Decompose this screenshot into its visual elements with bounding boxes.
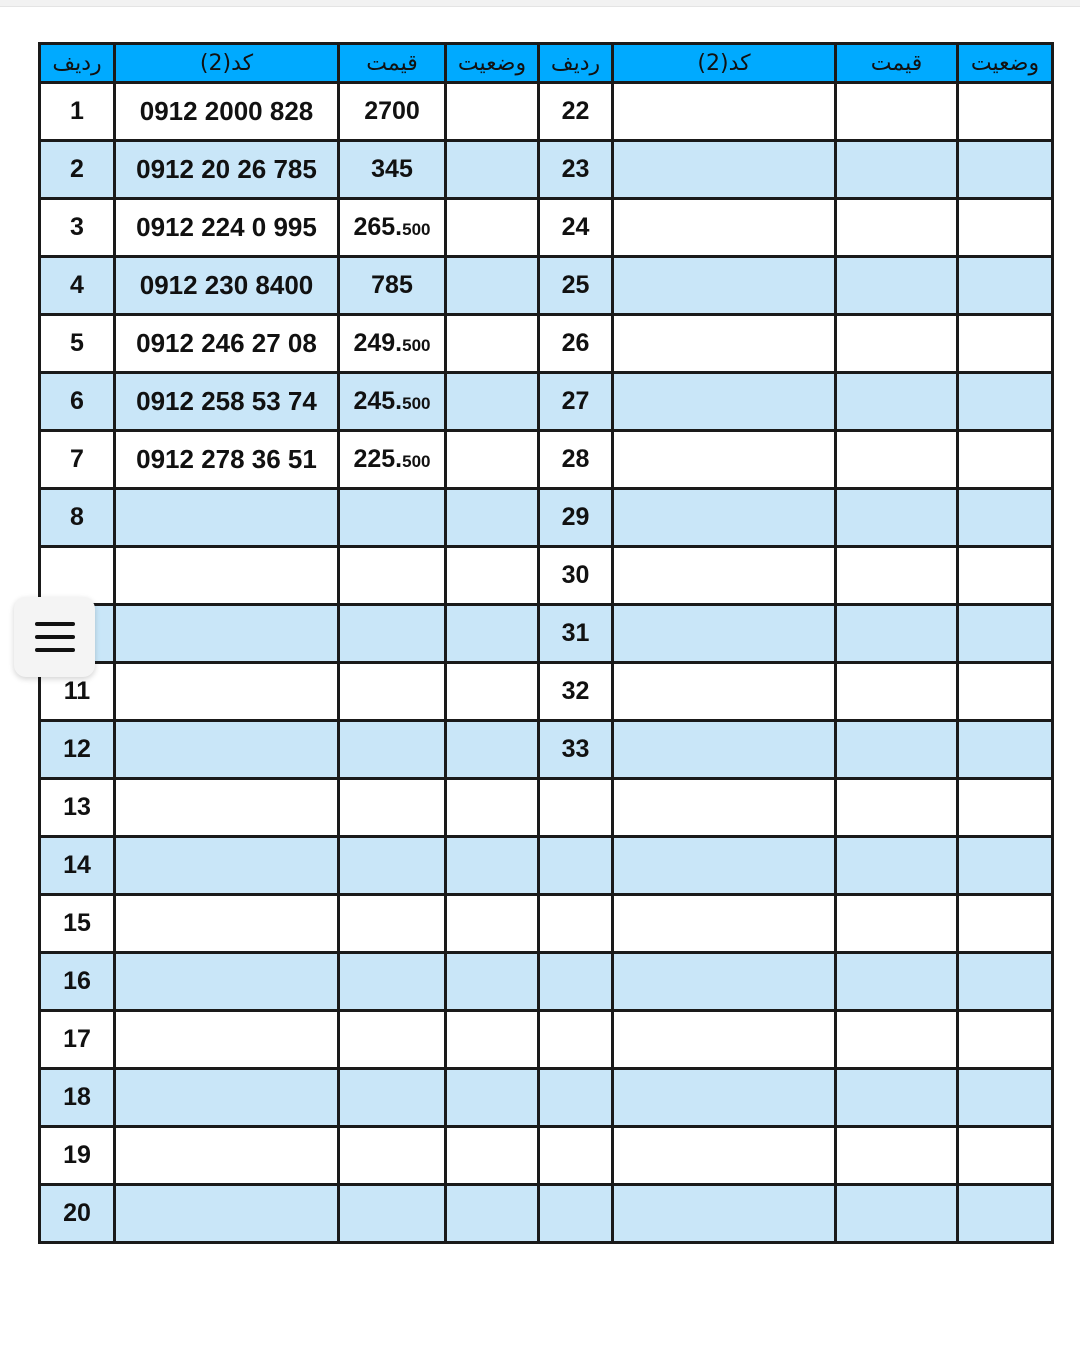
row-number: 30 xyxy=(539,547,613,605)
price xyxy=(836,431,958,489)
status xyxy=(958,431,1053,489)
table-row xyxy=(40,489,1053,547)
status xyxy=(446,1185,539,1243)
status xyxy=(958,605,1053,663)
row-number: 12 xyxy=(40,721,115,779)
status xyxy=(446,141,539,199)
status xyxy=(446,663,539,721)
status xyxy=(446,1069,539,1127)
table-row xyxy=(40,199,1053,257)
phone-code xyxy=(613,199,836,257)
price-list-table xyxy=(38,42,1054,1244)
row-number: 31 xyxy=(539,605,613,663)
row-number: 13 xyxy=(40,779,115,837)
row-number: 26 xyxy=(539,315,613,373)
phone-code xyxy=(115,1069,339,1127)
header-status-right: وضعيت xyxy=(958,44,1053,83)
phone-code: 0912 278 36 51 xyxy=(115,431,339,489)
row-number: 3 xyxy=(40,199,115,257)
row-number: 17 xyxy=(40,1011,115,1069)
price-integer: 245. xyxy=(353,387,403,415)
table-row xyxy=(40,1127,1053,1185)
phone-code xyxy=(115,779,339,837)
status xyxy=(446,605,539,663)
phone-code: 0912 224 0 995 xyxy=(115,199,339,257)
price xyxy=(836,895,958,953)
status xyxy=(958,547,1053,605)
table-row xyxy=(40,895,1053,953)
status xyxy=(958,953,1053,1011)
row-number: 7 xyxy=(40,431,115,489)
price xyxy=(836,315,958,373)
status xyxy=(958,779,1053,837)
price xyxy=(339,315,446,373)
row-number xyxy=(539,1185,613,1243)
price xyxy=(339,1185,446,1243)
price xyxy=(836,953,958,1011)
row-number: 6 xyxy=(40,373,115,431)
status xyxy=(446,1011,539,1069)
phone-code: 0912 258 53 74 xyxy=(115,373,339,431)
price xyxy=(339,1069,446,1127)
phone-code xyxy=(613,721,836,779)
price-decimal: 500 xyxy=(402,220,431,239)
status xyxy=(958,199,1053,257)
phone-code xyxy=(613,1127,836,1185)
status xyxy=(446,489,539,547)
price xyxy=(339,779,446,837)
row-number: 22 xyxy=(539,83,613,141)
status xyxy=(958,1127,1053,1185)
status xyxy=(446,895,539,953)
price xyxy=(339,489,446,547)
phone-code xyxy=(613,83,836,141)
price xyxy=(836,547,958,605)
table-row xyxy=(40,837,1053,895)
phone-code xyxy=(613,315,836,373)
status xyxy=(446,721,539,779)
price xyxy=(339,199,446,257)
row-number xyxy=(539,837,613,895)
price xyxy=(836,1127,958,1185)
price xyxy=(836,837,958,895)
table-row xyxy=(40,141,1053,199)
table-row xyxy=(40,1011,1053,1069)
phone-code xyxy=(115,953,339,1011)
phone-code xyxy=(613,547,836,605)
price-integer: 249. xyxy=(353,329,403,357)
row-number: 8 xyxy=(40,489,115,547)
price xyxy=(836,663,958,721)
phone-code xyxy=(613,953,836,1011)
price xyxy=(836,721,958,779)
price xyxy=(339,141,446,199)
row-number: 14 xyxy=(40,837,115,895)
header-row xyxy=(40,44,1053,83)
row-number xyxy=(539,779,613,837)
status xyxy=(958,895,1053,953)
price xyxy=(836,373,958,431)
row-number: 33 xyxy=(539,721,613,779)
table-row xyxy=(40,953,1053,1011)
price xyxy=(339,1127,446,1185)
price xyxy=(339,1011,446,1069)
row-number: 27 xyxy=(539,373,613,431)
row-number: 24 xyxy=(539,199,613,257)
phone-code xyxy=(613,605,836,663)
row-number: 15 xyxy=(40,895,115,953)
table-row xyxy=(40,83,1053,141)
header-price-left: قيمت xyxy=(339,44,446,83)
price-integer: 225. xyxy=(353,445,403,473)
status xyxy=(958,1185,1053,1243)
row-number xyxy=(539,953,613,1011)
price xyxy=(339,953,446,1011)
status xyxy=(446,431,539,489)
table-row xyxy=(40,721,1053,779)
phone-code xyxy=(613,489,836,547)
header-row-number-right: رديف xyxy=(539,44,613,83)
price xyxy=(339,373,446,431)
price xyxy=(836,83,958,141)
row-number: 25 xyxy=(539,257,613,315)
status xyxy=(958,663,1053,721)
row-number xyxy=(539,1069,613,1127)
table-row xyxy=(40,257,1053,315)
table-row xyxy=(40,547,1053,605)
price-integer: 785 xyxy=(371,271,413,299)
price xyxy=(836,141,958,199)
price xyxy=(836,199,958,257)
row-number: 19 xyxy=(40,1127,115,1185)
price-integer: 2700 xyxy=(364,97,420,125)
price xyxy=(836,1069,958,1127)
row-number: 5 xyxy=(40,315,115,373)
phone-code xyxy=(115,1011,339,1069)
phone-code xyxy=(115,721,339,779)
hamburger-menu-icon xyxy=(35,617,75,657)
status xyxy=(446,779,539,837)
header-code-right: كد(2) xyxy=(613,44,836,83)
price-integer: 345 xyxy=(371,155,413,183)
status xyxy=(446,83,539,141)
phone-code xyxy=(613,1185,836,1243)
price xyxy=(836,779,958,837)
price xyxy=(339,605,446,663)
phone-code xyxy=(613,431,836,489)
table-row xyxy=(40,663,1053,721)
table-body xyxy=(40,83,1053,1243)
price xyxy=(339,547,446,605)
phone-code xyxy=(613,1069,836,1127)
price xyxy=(339,895,446,953)
status xyxy=(958,373,1053,431)
row-number: 16 xyxy=(40,953,115,1011)
phone-code: 0912 246 27 08 xyxy=(115,315,339,373)
row-number: 28 xyxy=(539,431,613,489)
table-row xyxy=(40,779,1053,837)
table-row xyxy=(40,373,1053,431)
status xyxy=(958,837,1053,895)
phone-code xyxy=(115,547,339,605)
phone-code xyxy=(613,1011,836,1069)
status xyxy=(958,83,1053,141)
status xyxy=(958,721,1053,779)
price-decimal: 500 xyxy=(402,336,431,355)
phone-code xyxy=(613,257,836,315)
status xyxy=(446,837,539,895)
row-number: 1 xyxy=(40,83,115,141)
status xyxy=(958,1011,1053,1069)
header-row-number-left: رديف xyxy=(40,44,115,83)
price xyxy=(339,257,446,315)
status xyxy=(958,489,1053,547)
phone-code xyxy=(613,141,836,199)
phone-code: 0912 2000 828 xyxy=(115,83,339,141)
status xyxy=(446,547,539,605)
status xyxy=(446,315,539,373)
phone-code xyxy=(115,489,339,547)
row-number xyxy=(539,895,613,953)
price xyxy=(836,605,958,663)
table-row xyxy=(40,431,1053,489)
phone-code xyxy=(613,837,836,895)
phone-code xyxy=(613,779,836,837)
table-row xyxy=(40,1185,1053,1243)
price xyxy=(339,431,446,489)
status xyxy=(446,1127,539,1185)
row-number: 18 xyxy=(40,1069,115,1127)
status xyxy=(446,257,539,315)
phone-code: 0912 20 26 785 xyxy=(115,141,339,199)
status xyxy=(958,1069,1053,1127)
price xyxy=(836,257,958,315)
table-row xyxy=(40,605,1053,663)
price-decimal: 500 xyxy=(402,452,431,471)
phone-code xyxy=(115,895,339,953)
price-integer: 265. xyxy=(353,213,403,241)
price xyxy=(836,489,958,547)
phone-code: 0912 230 8400 xyxy=(115,257,339,315)
row-number: 23 xyxy=(539,141,613,199)
row-number: 11 xyxy=(40,663,115,721)
phone-code xyxy=(115,1185,339,1243)
header-price-right: قيمت xyxy=(836,44,958,83)
row-number: 2 xyxy=(40,141,115,199)
phone-code xyxy=(613,663,836,721)
row-number: 32 xyxy=(539,663,613,721)
status xyxy=(446,953,539,1011)
status xyxy=(446,373,539,431)
header-code-left: كد(2) xyxy=(115,44,339,83)
price xyxy=(339,83,446,141)
price xyxy=(339,721,446,779)
phone-code xyxy=(613,373,836,431)
status xyxy=(446,199,539,257)
menu-button[interactable] xyxy=(14,597,95,677)
price xyxy=(836,1185,958,1243)
top-edge xyxy=(0,0,1080,7)
row-number xyxy=(539,1011,613,1069)
status xyxy=(958,257,1053,315)
table-row xyxy=(40,1069,1053,1127)
phone-code xyxy=(613,895,836,953)
row-number xyxy=(539,1127,613,1185)
price xyxy=(339,837,446,895)
table-row xyxy=(40,315,1053,373)
phone-code xyxy=(115,1127,339,1185)
header-status-left: وضعيت xyxy=(446,44,539,83)
status xyxy=(958,141,1053,199)
price xyxy=(339,663,446,721)
phone-code xyxy=(115,837,339,895)
status xyxy=(958,315,1053,373)
phone-code xyxy=(115,605,339,663)
row-number: 4 xyxy=(40,257,115,315)
price-decimal: 500 xyxy=(402,394,431,413)
row-number: 20 xyxy=(40,1185,115,1243)
row-number: 29 xyxy=(539,489,613,547)
row-number xyxy=(40,547,115,605)
phone-code xyxy=(115,663,339,721)
price xyxy=(836,1011,958,1069)
